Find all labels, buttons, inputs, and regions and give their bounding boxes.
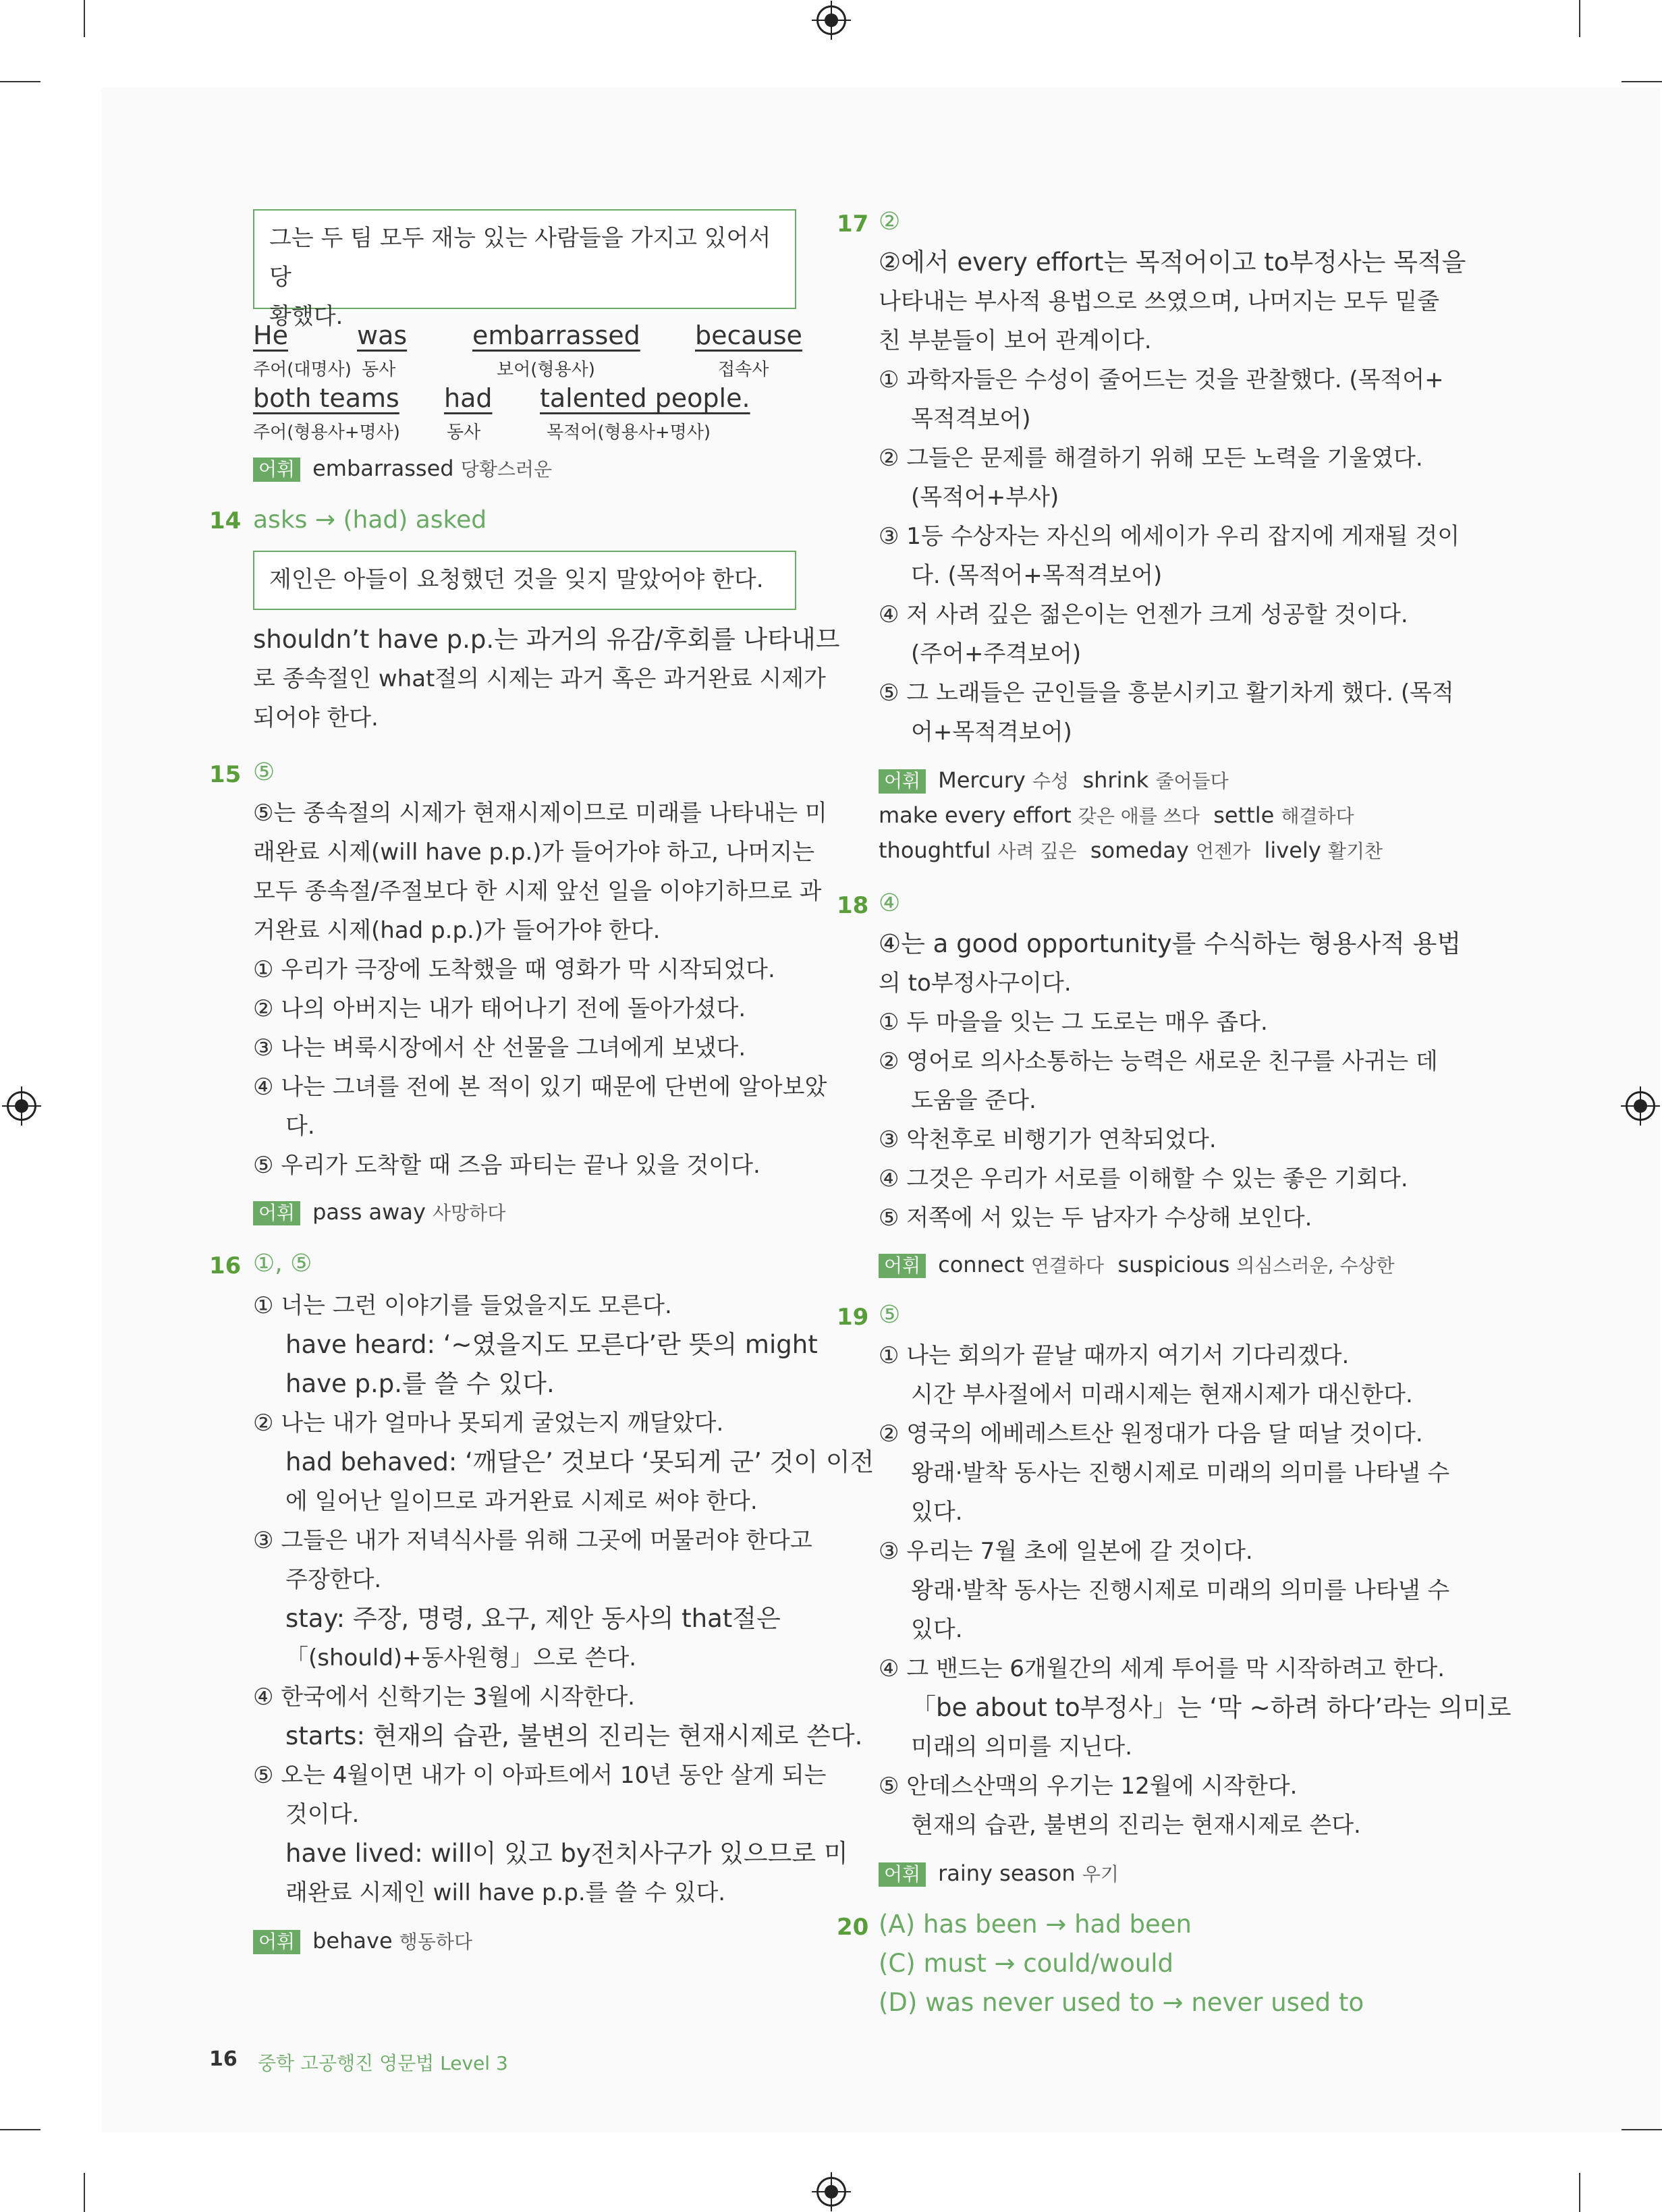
option-translation: ⑤ 그 노래들은 군인들을 흥분시키고 활기차게 했다. (목적 bbox=[879, 680, 1454, 707]
option-translation: ④ 그것은 우리가 서로를 이해할 수 있는 좋은 기회다. bbox=[879, 1165, 1408, 1192]
vocab-meaning: 의심스러운, 수상한 bbox=[1236, 1254, 1395, 1277]
vocab-word: behave bbox=[312, 1928, 393, 1954]
explanation-line: 에 일어난 일이므로 과거완료 시제로 써야 한다. bbox=[285, 1488, 758, 1515]
crop-mark bbox=[1622, 2129, 1662, 2130]
explanation-line: shouldn’t have p.p.는 과거의 유감/후회를 나타내므 bbox=[253, 625, 840, 654]
vocab-tag: 어휘 bbox=[879, 1862, 926, 1887]
vocab-meaning: 해결하다 bbox=[1281, 805, 1354, 827]
translation-line: 제인은 아들이 요청했던 것을 잊지 말았어야 한다. bbox=[269, 566, 764, 593]
crop-mark bbox=[0, 81, 40, 82]
page-number: 16 bbox=[209, 2047, 238, 2071]
option-translation: 목적격보어) bbox=[911, 406, 1031, 433]
crop-mark bbox=[84, 0, 85, 37]
translation-line: 황했다. bbox=[269, 303, 343, 330]
explanation-line: ④는 a good opportunity를 수식하는 형용사적 용법 bbox=[879, 929, 1462, 958]
question-number: 15 bbox=[209, 761, 242, 788]
vocab-row bbox=[879, 837, 1383, 864]
explanation-line: ②에서 every effort는 목적어이고 to부정사는 목적을 bbox=[879, 248, 1466, 277]
explanation-line: 친 부분들이 보어 관계이다. bbox=[879, 327, 1152, 354]
question-number: 16 bbox=[209, 1252, 242, 1279]
option-translation: 다. (목적어+목적격보어) bbox=[911, 562, 1163, 589]
explanation-line: stay: 주장, 명령, 요구, 제안 동사의 that절은 bbox=[285, 1604, 781, 1633]
vocab-meaning: 연결하다 bbox=[1030, 1254, 1105, 1277]
question-number: 14 bbox=[209, 507, 242, 534]
vocab-meaning: 수성 bbox=[1032, 770, 1070, 792]
option-translation: ① 너는 그런 이야기를 들었을지도 모른다. bbox=[253, 1292, 672, 1319]
explanation-line: 로 종속절인 what절의 시제는 과거 혹은 과거완료 시제가 bbox=[253, 665, 826, 692]
vocab-meaning: 우기 bbox=[1082, 1863, 1119, 1885]
crop-mark bbox=[84, 2173, 85, 2212]
grammar-role-label: 보어(형용사) bbox=[497, 360, 595, 380]
vocab-meaning: 사망하다 bbox=[433, 1202, 506, 1224]
registration-mark-icon bbox=[1626, 1091, 1655, 1121]
option-translation: 주장한다. bbox=[285, 1566, 382, 1593]
option-translation: ② 나의 아버지는 내가 태어나기 전에 돌아가셨다. bbox=[253, 995, 746, 1022]
explanation-line: ⑤는 종속절의 시제가 현재시제이므로 미래를 나타내는 미 bbox=[253, 800, 827, 827]
explanation-line: 래완료 시제(will have p.p.)가 들어가야 하고, 나머지는 bbox=[253, 839, 815, 866]
book-title: 중학 고공행진 영문법 Level 3 bbox=[258, 2052, 508, 2074]
vocab-meaning: 행동하다 bbox=[399, 1931, 472, 1953]
grammar-role-label: 목적어(형용사+명사) bbox=[547, 422, 711, 443]
vocab-tag: 어휘 bbox=[253, 1930, 300, 1954]
vocab-meaning: 언젠가 bbox=[1196, 840, 1251, 862]
answer: (C) must → could/would bbox=[879, 1949, 1174, 1978]
question-number: 18 bbox=[837, 892, 869, 919]
vocab-word: embarrassed bbox=[312, 455, 454, 481]
option-translation: 것이다. bbox=[285, 1801, 360, 1828]
grammar-role-label: 동사 bbox=[447, 422, 481, 443]
vocab-tag: 어휘 bbox=[253, 1201, 300, 1225]
option-translation: ③ 나는 벼룩시장에서 산 선물을 그녀에게 보냈다. bbox=[253, 1034, 746, 1061]
vocab-meaning: 활기찬 bbox=[1327, 840, 1383, 862]
explanation-line: have heard: ‘~였을지도 모른다’란 뜻의 might bbox=[285, 1330, 818, 1359]
registration-mark-icon bbox=[7, 1091, 36, 1121]
crop-mark bbox=[0, 2129, 40, 2130]
vocab-row bbox=[253, 1198, 505, 1225]
explanation-line: 거완료 시제(had p.p.)가 들어가야 한다. bbox=[253, 917, 661, 944]
answer: ⑤ bbox=[253, 758, 275, 786]
explanation-line: 왕래·발착 동사는 진행시제로 미래의 의미를 나타낼 수 bbox=[911, 1577, 1450, 1604]
vocab-word: settle bbox=[1213, 802, 1275, 828]
vocab-row bbox=[253, 1927, 472, 1954]
vocab-word: suspicious bbox=[1117, 1252, 1230, 1277]
explanation-line: 시간 부사절에서 미래시제는 현재시제가 대신한다. bbox=[911, 1381, 1413, 1408]
vocab-tag: 어휘 bbox=[253, 458, 300, 482]
vocab-row bbox=[879, 767, 1229, 794]
vocab-word: make every effort bbox=[879, 802, 1072, 828]
option-translation: ① 두 마을을 잇는 그 도로는 매우 좁다. bbox=[879, 1009, 1268, 1036]
explanation-line: 의 to부정사구이다. bbox=[879, 970, 1072, 997]
explanation-line: 「be about to부정사」는 ‘막 ~하려 하다’라는 의미로 bbox=[911, 1693, 1512, 1722]
crop-mark bbox=[1622, 81, 1662, 82]
explanation-line: 현재의 습관, 불변의 진리는 현재시제로 쓴다. bbox=[911, 1812, 1361, 1839]
vocab-row bbox=[879, 802, 1354, 829]
option-translation: ② 나는 내가 얼마나 못되게 굴었는지 깨달았다. bbox=[253, 1410, 724, 1437]
grammar-role-label: 주어(대명사) bbox=[253, 360, 352, 380]
vocab-word: lively bbox=[1264, 837, 1321, 863]
vocab-word: thoughtful bbox=[879, 837, 991, 863]
explanation-line: starts: 현재의 습관, 불변의 진리는 현재시제로 쓴다. bbox=[285, 1721, 863, 1750]
option-translation: ③ 그들은 내가 저녁식사를 위해 그곳에 머물러야 한다고 bbox=[253, 1527, 812, 1554]
option-translation: ④ 저 사려 깊은 젊은이는 언젠가 크게 성공할 것이다. bbox=[879, 601, 1408, 628]
crop-mark bbox=[1579, 0, 1580, 37]
vocab-word: someday bbox=[1090, 837, 1189, 863]
grammar-role-label: 동사 bbox=[362, 360, 396, 380]
vocab-tag: 어휘 bbox=[879, 1254, 926, 1278]
option-translation: ⑤ 저쪽에 서 있는 두 남자가 수상해 보인다. bbox=[879, 1205, 1312, 1232]
option-translation: (주어+주격보어) bbox=[911, 640, 1082, 667]
option-translation: ③ 악천후로 비행기가 연착되었다. bbox=[879, 1126, 1217, 1153]
option-translation: ⑤ 안데스산맥의 우기는 12월에 시작한다. bbox=[879, 1773, 1298, 1800]
explanation-line: 나타내는 부사적 용법으로 쓰였으며, 나머지는 모두 밑줄 bbox=[879, 288, 1440, 315]
vocab-row bbox=[879, 1860, 1119, 1887]
registration-mark-icon bbox=[816, 5, 846, 35]
explanation-line: 미래의 의미를 지닌다. bbox=[911, 1734, 1133, 1761]
explanation-line: had behaved: ‘깨달은’ 것보다 ‘못되게 군’ 것이 이전 bbox=[285, 1447, 875, 1476]
option-translation: ② 영국의 에베레스트산 원정대가 다음 달 떠날 것이다. bbox=[879, 1420, 1423, 1447]
translation-box bbox=[253, 209, 796, 330]
option-translation: ② 영어로 의사소통하는 능력은 새로운 친구를 사귀는 데 bbox=[879, 1048, 1438, 1075]
option-translation: ④ 나는 그녀를 전에 본 적이 있기 때문에 단번에 알아보았 bbox=[253, 1074, 827, 1101]
option-translation: 다. bbox=[285, 1113, 315, 1140]
vocab-word: shrink bbox=[1082, 767, 1149, 793]
answer: asks → (had) asked bbox=[253, 506, 487, 534]
explanation-line: 있다. bbox=[911, 1616, 963, 1643]
option-translation: (목적어+부사) bbox=[911, 484, 1059, 511]
grammar-role-label: 주어(형용사+명사) bbox=[253, 422, 400, 443]
registration-mark-icon bbox=[816, 2177, 846, 2207]
vocab-meaning: 사려 깊은 bbox=[997, 840, 1077, 862]
vocab-meaning: 줄어들다 bbox=[1155, 770, 1229, 792]
explanation-line: 「(should)+동사원형」으로 쓴다. bbox=[285, 1644, 637, 1671]
option-translation: ① 과학자들은 수성이 줄어드는 것을 관찰했다. (목적어+ bbox=[879, 366, 1444, 393]
question-number: 19 bbox=[837, 1304, 869, 1331]
option-translation: ② 그들은 문제를 해결하기 위해 모든 노력을 기울였다. bbox=[879, 445, 1423, 472]
explanation-line: have lived: will이 있고 by전치사구가 있으므로 미 bbox=[285, 1839, 848, 1868]
option-translation: ① 나는 회의가 끝날 때까지 여기서 기다리겠다. bbox=[879, 1342, 1350, 1369]
vocab-word: Mercury bbox=[938, 767, 1026, 793]
sentence-word: had bbox=[444, 383, 493, 413]
question-number: 17 bbox=[837, 211, 869, 238]
vocab-word: pass away bbox=[312, 1199, 426, 1225]
explanation-line: 모두 종속절/주절보다 한 시제 앞선 일을 이야기하므로 과 bbox=[253, 878, 822, 905]
answer: ⑤ bbox=[879, 1301, 901, 1329]
sentence-word: embarrassed bbox=[472, 321, 640, 350]
answer: (D) was never used to → never used to bbox=[879, 1988, 1364, 2017]
explanation-line: 되어야 한다. bbox=[253, 704, 379, 731]
explanation-line: 있다. bbox=[911, 1499, 963, 1526]
option-translation: ① 우리가 극장에 도착했을 때 영화가 막 시작되었다. bbox=[253, 956, 775, 983]
vocab-row bbox=[879, 1251, 1395, 1278]
option-translation: ③ 1등 수상자는 자신의 에세이가 우리 잡지에 게재될 것이 bbox=[879, 523, 1460, 550]
answer: (A) has been → had been bbox=[879, 1910, 1192, 1939]
answer: ② bbox=[879, 208, 901, 236]
option-translation: ⑤ 오는 4월이면 내가 이 아파트에서 10년 동안 살게 되는 bbox=[253, 1762, 827, 1789]
option-translation: ③ 우리는 7월 초에 일본에 갈 것이다. bbox=[879, 1538, 1253, 1565]
option-translation: 도움을 준다. bbox=[911, 1087, 1036, 1114]
option-translation: ④ 한국에서 신학기는 3월에 시작한다. bbox=[253, 1684, 635, 1711]
answer: ④ bbox=[879, 889, 901, 917]
sentence-word: He bbox=[253, 321, 288, 350]
answer: ①, ⑤ bbox=[253, 1250, 312, 1277]
translation-line: 그는 두 팀 모두 재능 있는 사람들을 가지고 있어서 당 bbox=[269, 225, 771, 291]
sentence-word: was bbox=[357, 321, 408, 350]
vocab-tag: 어휘 bbox=[879, 769, 926, 794]
sentence-word: because bbox=[695, 321, 802, 350]
vocab-word: connect bbox=[938, 1252, 1024, 1277]
vocab-row bbox=[253, 455, 552, 482]
grammar-role-label: 접속사 bbox=[718, 360, 769, 380]
sentence-word: talented people. bbox=[540, 383, 750, 413]
crop-mark bbox=[1579, 2173, 1580, 2212]
vocab-meaning: 갖은 애를 쓰다 bbox=[1078, 805, 1200, 827]
vocab-meaning: 당황스러운 bbox=[460, 458, 553, 480]
option-translation: 어+목적격보어) bbox=[911, 719, 1072, 746]
option-translation: ⑤ 우리가 도착할 때 즈음 파티는 끝나 있을 것이다. bbox=[253, 1152, 760, 1179]
explanation-line: have p.p.를 쓸 수 있다. bbox=[285, 1369, 555, 1398]
explanation-line: 왕래·발착 동사는 진행시제로 미래의 의미를 나타낼 수 bbox=[911, 1460, 1450, 1487]
option-translation: ④ 그 밴드는 6개월간의 세계 투어를 막 시작하려고 한다. bbox=[879, 1655, 1445, 1682]
vocab-word: rainy season bbox=[938, 1860, 1076, 1886]
sentence-word: both teams bbox=[253, 383, 399, 413]
translation-box bbox=[253, 551, 796, 610]
explanation-line: 래완료 시제인 will have p.p.를 쓸 수 있다. bbox=[285, 1879, 726, 1906]
question-number: 20 bbox=[837, 1914, 869, 1941]
